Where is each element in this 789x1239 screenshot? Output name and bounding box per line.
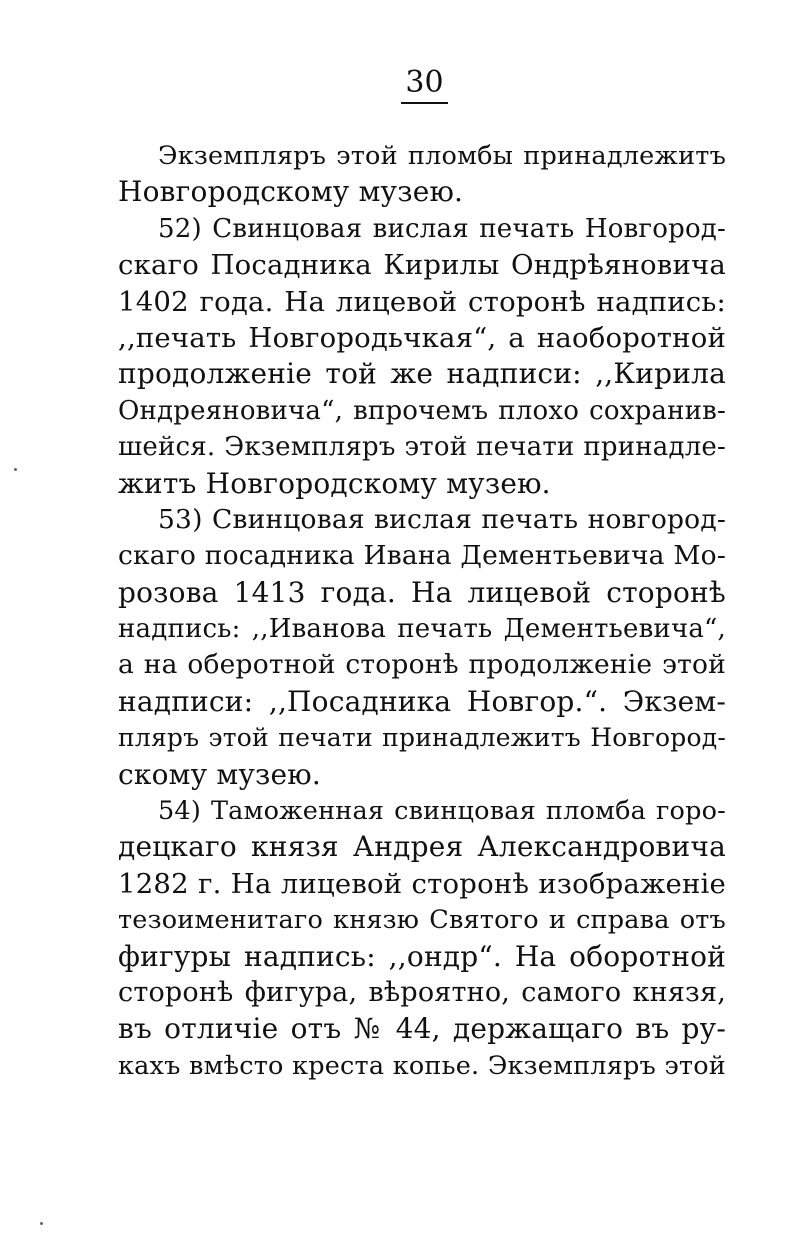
text-line: 53) Свинцовая вислая печать новгород- <box>158 503 726 535</box>
text-line: скому музею. <box>118 757 321 791</box>
text-line: въ отличіе отъ № 44, держащаго въ ру- <box>118 1012 726 1046</box>
text-line: 54) Таможенная свинцовая пломба горо- <box>158 796 726 827</box>
text-line: ,,печать Новгородьчкая“, а наоборотной <box>118 321 726 354</box>
margin-speck <box>40 1222 43 1225</box>
text-line: 52) Свинцовая вислая печать Новгород- <box>158 213 726 244</box>
text-line: Ондреяновича“, впрочемъ плохо сохранив- <box>118 395 726 426</box>
text-line: Экземпляръ этой пломбы принадлежитъ <box>158 141 726 171</box>
text-line: тезоименитаго князю Святого и справа отъ <box>118 905 726 936</box>
text-line: шейся. Экземпляръ этой печати принадле- <box>118 432 726 463</box>
text-line: Новгородскому музею. <box>118 175 464 209</box>
text-line: продолженіе той же надписи: ,,Кирила <box>118 357 726 391</box>
text-line: 1402 года. На лицевой сторонѣ надпись: <box>118 285 726 318</box>
page-number-label: 30 <box>401 66 447 104</box>
text-line: скаго Посадника Кирилы Ондрѣяновича <box>118 249 726 282</box>
text-line: скаго посадника Ивана Дементьевича Мо- <box>118 540 726 572</box>
body-text <box>118 138 726 1084</box>
text-line: надписи: ,,Посадника Новгор.“. Экзем- <box>118 684 726 718</box>
text-line: фигуры надпись: ,,ондр“. На оборотной <box>118 939 726 973</box>
text-line: кахъ вмѣсто креста копье. Экземпляръ этой <box>118 1050 726 1081</box>
text-line: розова 1413 года. На лицевой сторонѣ <box>118 575 726 609</box>
margin-speck <box>14 468 17 471</box>
text-line: пляръ этой печати принадлежитъ Новгород- <box>118 723 726 753</box>
text-line: житъ Новгородскому музею. <box>118 466 551 500</box>
text-line: 1282 г. На лицевой сторонѣ изображеніе <box>118 867 726 900</box>
text-line: надпись: ,,Иванова печать Дементьевича“, <box>118 614 726 645</box>
text-line: децкаго князя Андрея Александровича <box>118 830 726 864</box>
text-line: сторонѣ фигура, вѣроятно, самого князя, <box>118 976 726 1008</box>
text-line: а на оберотной сторонѣ продолженіе этой <box>118 649 726 681</box>
page-number <box>0 66 789 104</box>
